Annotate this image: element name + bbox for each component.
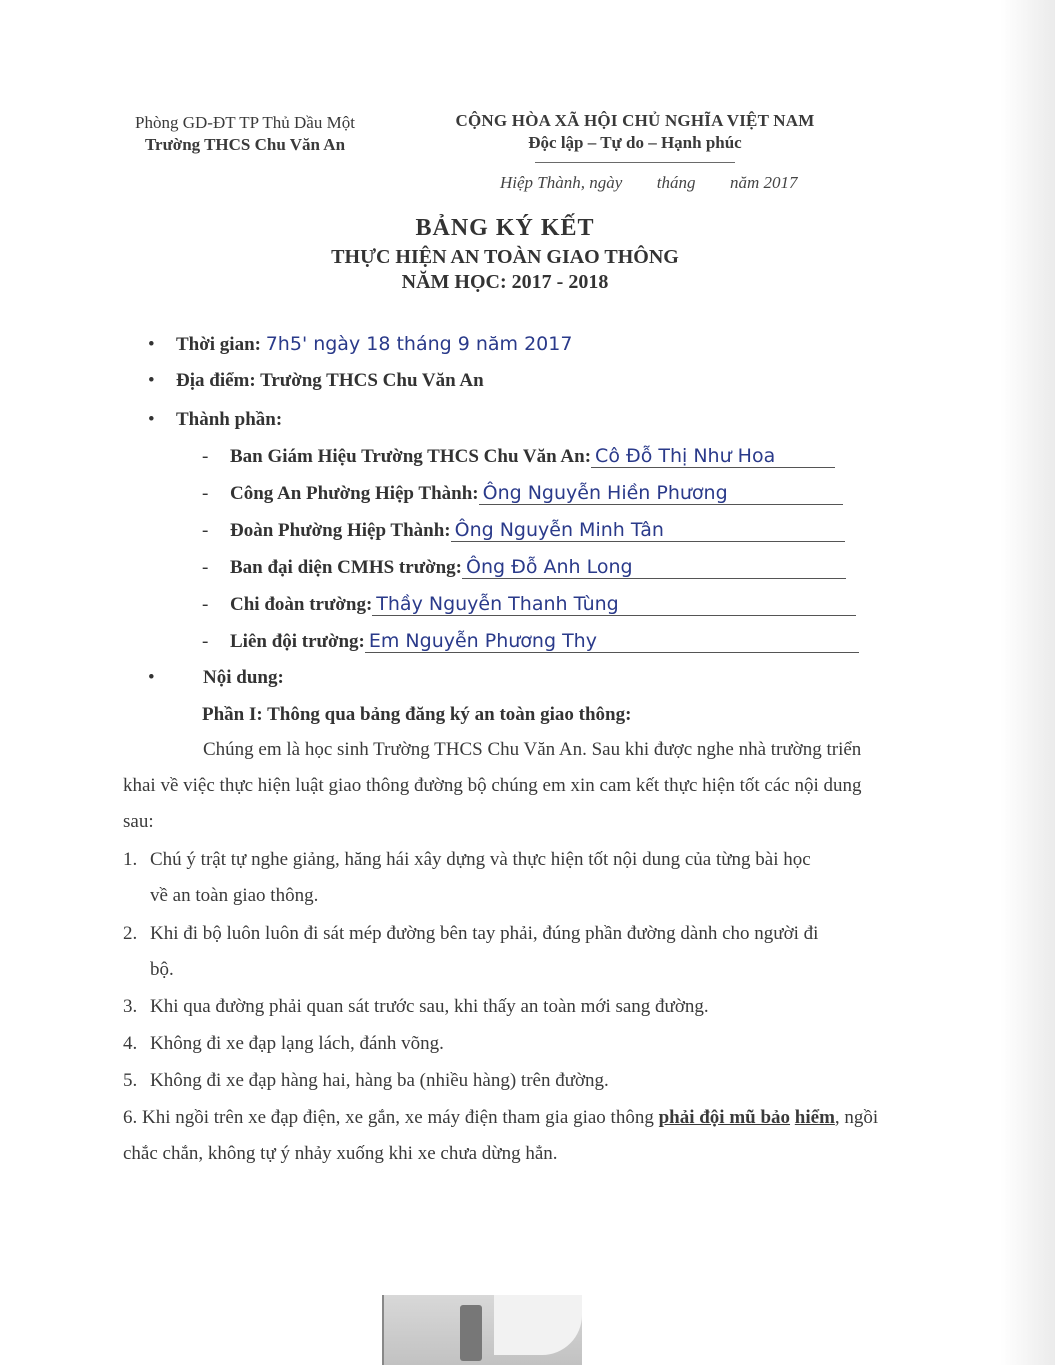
member-row: - Liên đội trường: Em Nguyễn Phương Thy xyxy=(202,630,859,653)
member-label: Ban Giám Hiệu Trường THCS Chu Văn An: xyxy=(230,446,592,467)
member-label: Công An Phường Hiệp Thành: xyxy=(230,483,479,504)
list-item: 2. Khi đi bộ luôn luôn đi sát mép đường bên tay phải, đúng phần đường dành cho người đi bộ. xyxy=(123,916,893,988)
member-row: - Ban Giám Hiệu Trường THCS Chu Văn An: Cô Đỗ Thị Như Hoa xyxy=(202,445,835,468)
item-continuation: bộ. xyxy=(150,959,174,980)
members-row xyxy=(148,409,282,431)
members-label: Thành phần: xyxy=(176,409,283,430)
member-signature: Ông Đỗ Anh Long xyxy=(462,556,846,579)
intro-text: Chúng em là học sinh Trường THCS Chu Văn An. Sau khi được nghe nhà trường triển khai về việc thực hiện luật giao thông đường bộ chúng em xin cam kết thực hiện tốt các nội dung sau: xyxy=(123,739,862,832)
member-row: - Ban đại diện CMHS trường: Ông Đỗ Anh Long xyxy=(202,556,846,579)
list-item: 5. Không đi xe đạp hàng hai, hàng ba (nhiều hàng) trên đường. xyxy=(123,1070,609,1091)
item-text: Không đi xe đạp lạng lách, đánh võng. xyxy=(150,1033,444,1054)
part-heading: Phần I: Thông qua bảng đăng ký an toàn giao thông: xyxy=(202,704,632,725)
content-row xyxy=(148,667,284,689)
list-item: 1. Chú ý trật tự nghe giảng, hăng hái xây dựng và thực hiện tốt nội dung của từng bài học về an toàn giao thông. xyxy=(123,842,893,914)
member-label: Liên đội trường: xyxy=(230,631,365,652)
item-text: 6. Khi ngồi trên xe đạp điện, xe gắn, xe máy điện tham gia giao thông xyxy=(123,1107,659,1128)
item-continuation: về an toàn giao thông. xyxy=(150,885,319,906)
date-place: Hiệp Thành, ngày xyxy=(500,173,623,192)
place-label: Địa điểm: Trường THCS Chu Văn An xyxy=(176,370,484,391)
bullet-icon: • xyxy=(148,409,155,430)
list-item: 4. Không đi xe đạp lạng lách, đánh võng. xyxy=(123,1033,444,1054)
member-signature: Em Nguyễn Phương Thy xyxy=(365,630,859,653)
binding-clip-image xyxy=(382,1295,582,1365)
scan-edge xyxy=(1000,0,1055,1365)
document-subtitle: THỰC HIỆN AN TOÀN GIAO THÔNG xyxy=(331,246,679,268)
org-line-2: Trường THCS Chu Văn An xyxy=(144,135,346,154)
item-text-end: , ngồi chắc chắn, không tự ý nhảy xuống khi xe chưa dừng hẳn. xyxy=(123,1107,879,1164)
bullet-icon: • xyxy=(148,370,155,391)
time-value: 7h5' ngày 18 tháng 9 năm 2017 xyxy=(265,333,573,355)
member-signature: Cô Đỗ Thị Như Hoa xyxy=(591,445,835,468)
member-label: Ban đại diện CMHS trường: xyxy=(230,557,463,578)
helmet-emphasis-continued: hiểm xyxy=(794,1107,835,1128)
item-text: Khi đi bộ luôn luôn đi sát mép đường bên tay phải, đúng phần đường dành cho người đi xyxy=(150,923,819,944)
member-label: Đoàn Phường Hiệp Thành: xyxy=(230,520,451,541)
member-signature: Thầy Nguyễn Thanh Tùng xyxy=(372,593,856,616)
helmet-emphasis: phải đội mũ bảo xyxy=(658,1107,791,1128)
intro-paragraph xyxy=(123,732,893,840)
member-row: - Chi đoàn trường: Thầy Nguyễn Thanh Tùng xyxy=(202,593,856,616)
item-text: Khi qua đường phải quan sát trước sau, khi thấy an toàn mới sang đường. xyxy=(150,996,709,1017)
item-text: Chú ý trật tự nghe giảng, hăng hái xây dựng và thực hiện tốt nội dung của từng bài học xyxy=(150,849,811,870)
dateline xyxy=(500,173,798,193)
bullet-icon: • xyxy=(148,334,155,355)
national-motto xyxy=(420,110,850,163)
motto-divider xyxy=(535,162,735,163)
time-label: Thời gian: xyxy=(176,334,261,355)
organization-block xyxy=(100,112,390,156)
nation-line-1: CỘNG HÒA XÃ HỘI CHỦ NGHĨA VIỆT NAM xyxy=(455,111,815,130)
date-year: năm 2017 xyxy=(730,173,798,192)
member-label: Chi đoàn trường: xyxy=(230,594,373,615)
content-label: Nội dung: xyxy=(203,667,284,688)
member-row: - Công An Phường Hiệp Thành: Ông Nguyễn Hiền Phương xyxy=(202,482,843,505)
list-item: 3. Khi qua đường phải quan sát trước sau, khi thấy an toàn mới sang đường. xyxy=(123,996,709,1017)
org-line-1: Phòng GD-ĐT TP Thủ Dầu Một xyxy=(135,113,355,132)
member-signature: Ông Nguyễn Minh Tân xyxy=(451,519,845,542)
document-title: BẢNG KÝ KẾT xyxy=(415,215,595,241)
place-row xyxy=(148,370,484,392)
time-row xyxy=(148,333,572,356)
item-text: Không đi xe đạp hàng hai, hàng ba (nhiều hàng) trên đường. xyxy=(150,1070,609,1091)
school-year: NĂM HỌC: 2017 - 2018 xyxy=(401,271,609,293)
bullet-icon: • xyxy=(148,667,155,688)
list-item-helmet xyxy=(123,1100,893,1172)
date-month: tháng xyxy=(656,173,696,192)
member-signature: Ông Nguyễn Hiền Phương xyxy=(479,482,843,505)
member-row: - Đoàn Phường Hiệp Thành: Ông Nguyễn Minh Tân xyxy=(202,519,845,542)
nation-line-2: Độc lập – Tự do – Hạnh phúc xyxy=(528,133,742,152)
